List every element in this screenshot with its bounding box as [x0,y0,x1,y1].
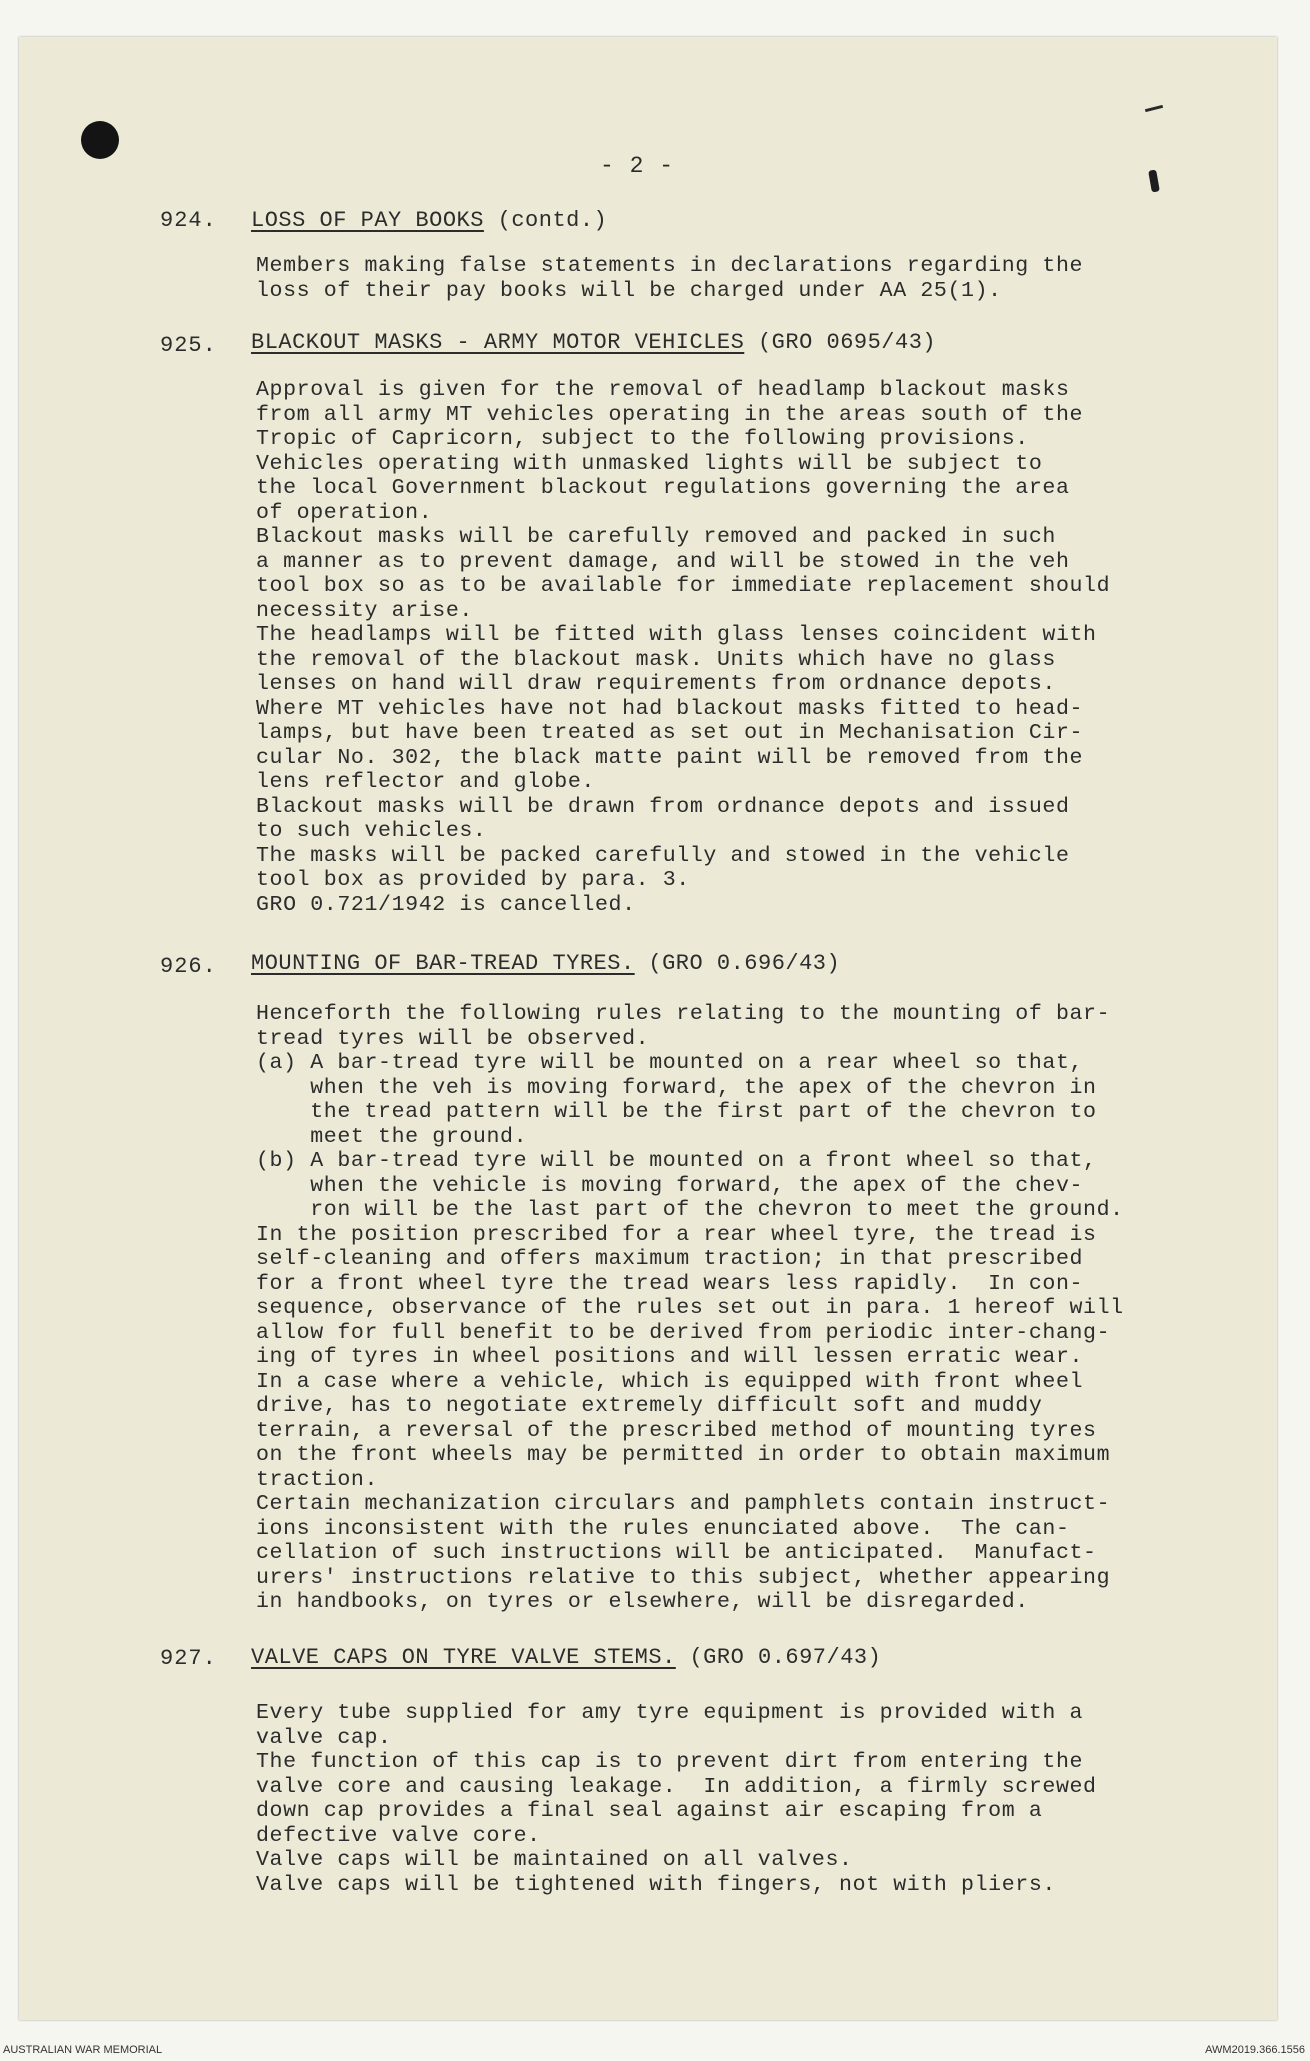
text-line: In a case where a vehicle, which is equipped with front wheel [256,1369,1084,1394]
text-line: Certain mechanization circulars and pamphlets contain instruct- [256,1492,1111,1516]
text-line: lens reflector and globe. [256,770,595,794]
section-heading [251,951,840,976]
section-number: 926. [160,954,217,979]
section-heading-ref: (contd.) [483,208,608,233]
text-line: lenses on hand will draw requirements from ordnance depots. [256,672,1056,696]
text-line: when the vehicle is moving forward, the apex of the chev- [256,1173,1084,1198]
text-line: of operation. [256,500,433,525]
text-line: Valve caps will be tightened with fingers, not with pliers. [256,1872,1056,1897]
text-line: ing of tyres in wheel positions and will lessen erratic wear. [256,1345,1084,1369]
text-line: Valve caps will be maintained on all valves. [256,1848,853,1872]
text-line: meet the ground. [256,1124,528,1149]
section-heading-ref: (GRO 0.697/43) [675,1645,882,1670]
section-body [256,1701,1216,1897]
section-heading [251,208,607,233]
section-heading [251,1645,881,1670]
text-line: tool box as provided by para. 3. [256,868,690,892]
text-line: Approval is given for the removal of headlamp blackout masks [256,378,1070,402]
text-line: Tropic of Capricorn, subject to the following provisions. [256,427,1029,451]
text-line: valve core and causing leakage. In addition, a firmly screwed [256,1774,1097,1799]
text-line: (a) A bar-tread tyre will be mounted on a rear wheel so that, [256,1051,1084,1075]
text-line: ron will be the last part of the chevron to meet the ground. [256,1198,1124,1222]
text-line: lamps, but have been treated as set out in Mechanisation Cir- [256,721,1084,745]
text-line: Blackout masks will be carefully removed and packed in such [256,525,1056,549]
footer-institution: AUSTRALIAN WAR MEMORIAL [3,2044,163,2056]
footer-reference: AWM2019.366.1556 [1205,2044,1305,2056]
text-line: defective valve core. [256,1823,541,1848]
text-line: cular No. 302, the black matte paint will be removed from the [256,745,1084,770]
text-line: the removal of the blackout mask. Units which have no glass [256,647,1056,672]
text-line: allow for full benefit to be derived from periodic inter-chang- [256,1320,1111,1345]
section-number: 924. [160,208,217,233]
text-line: Members making false statements in declarations regarding the [256,254,1084,278]
text-line: in handbooks, on tyres or elsewhere, will be disregarded. [256,1590,1029,1614]
text-line: valve cap. [256,1725,392,1750]
text-line: traction. [256,1467,379,1492]
section-heading-title: VALVE CAPS ON TYRE VALVE STEMS. [251,1645,676,1670]
text-line: to such vehicles. [256,819,487,843]
text-line: GRO 0.721/1942 is cancelled. [256,892,636,917]
section-heading-ref: (GRO 0695/43) [744,330,937,355]
text-line: urers' instructions relative to this subject, whether appearing [256,1565,1111,1590]
page-number: - 2 - [600,153,675,179]
section-body [256,378,1216,917]
text-line: when the veh is moving forward, the apex of the chevron in [256,1075,1097,1100]
section-body [256,1002,1216,1615]
text-line: sequence, observance of the rules set out in para. 1 hereof will [256,1296,1124,1320]
text-line: the tread pattern will be the first part of the chevron to [256,1100,1097,1124]
section-heading [251,330,936,355]
text-line: (b) A bar-tread tyre will be mounted on a front wheel so that, [256,1149,1097,1173]
text-line: for a front wheel tyre the tread wears less rapidly. In con- [256,1271,1084,1296]
text-line: The masks will be packed carefully and stowed in the vehicle [256,843,1070,868]
text-line: the local Government blackout regulations governing the area [256,476,1070,500]
text-line: The function of this cap is to prevent dirt from entering the [256,1750,1084,1774]
text-line: Vehicles operating with unmasked lights will be subject to [256,451,1043,476]
section-heading-title: BLACKOUT MASKS - ARMY MOTOR VEHICLES [251,330,745,355]
text-line: Blackout masks will be drawn from ordnance depots and issued [256,794,1070,819]
text-line: Every tube supplied for amy tyre equipment is provided with a [256,1701,1084,1725]
section-number: 925. [160,333,217,358]
text-line: from all army MT vehicles operating in the areas south of the [256,402,1084,427]
text-line: In the position prescribed for a rear wheel tyre, the tread is [256,1222,1097,1247]
section-heading-title: MOUNTING OF BAR-TREAD TYRES. [251,951,635,976]
text-line: on the front wheels may be permitted in order to obtain maximum [256,1443,1111,1467]
text-line: drive, has to negotiate extremely difficult soft and muddy [256,1394,1043,1418]
text-line: Henceforth the following rules relating to the mounting of bar- [256,1002,1111,1026]
section-heading-title: LOSS OF PAY BOOKS [251,208,484,233]
section-number: 927. [160,1646,217,1671]
text-line: down cap provides a final seal against air escaping from a [256,1799,1043,1823]
text-line: tread tyres will be observed. [256,1026,650,1051]
text-line: cellation of such instructions will be anticipated. Manufact- [256,1541,1097,1565]
text-line: tool box so as to be available for immediate replacement should [256,574,1111,598]
archive-footer [0,2040,1310,2061]
text-line: necessity arise. [256,598,473,623]
text-line: The headlamps will be fitted with glass lenses coincident with [256,623,1097,647]
section-heading-ref: (GRO 0.696/43) [634,951,841,976]
text-line: ions inconsistent with the rules enunciated above. The can- [256,1516,1070,1541]
text-line: terrain, a reversal of the prescribed method of mounting tyres [256,1418,1097,1443]
section-body [256,254,1216,303]
text-line: a manner as to prevent damage, and will be stowed in the veh [256,549,1070,574]
text-line: self-cleaning and offers maximum traction; in that prescribed [256,1247,1084,1271]
text-line: Where MT vehicles have not had blackout masks fitted to head- [256,696,1084,721]
text-line: loss of their pay books will be charged under AA 25(1). [256,278,1002,303]
